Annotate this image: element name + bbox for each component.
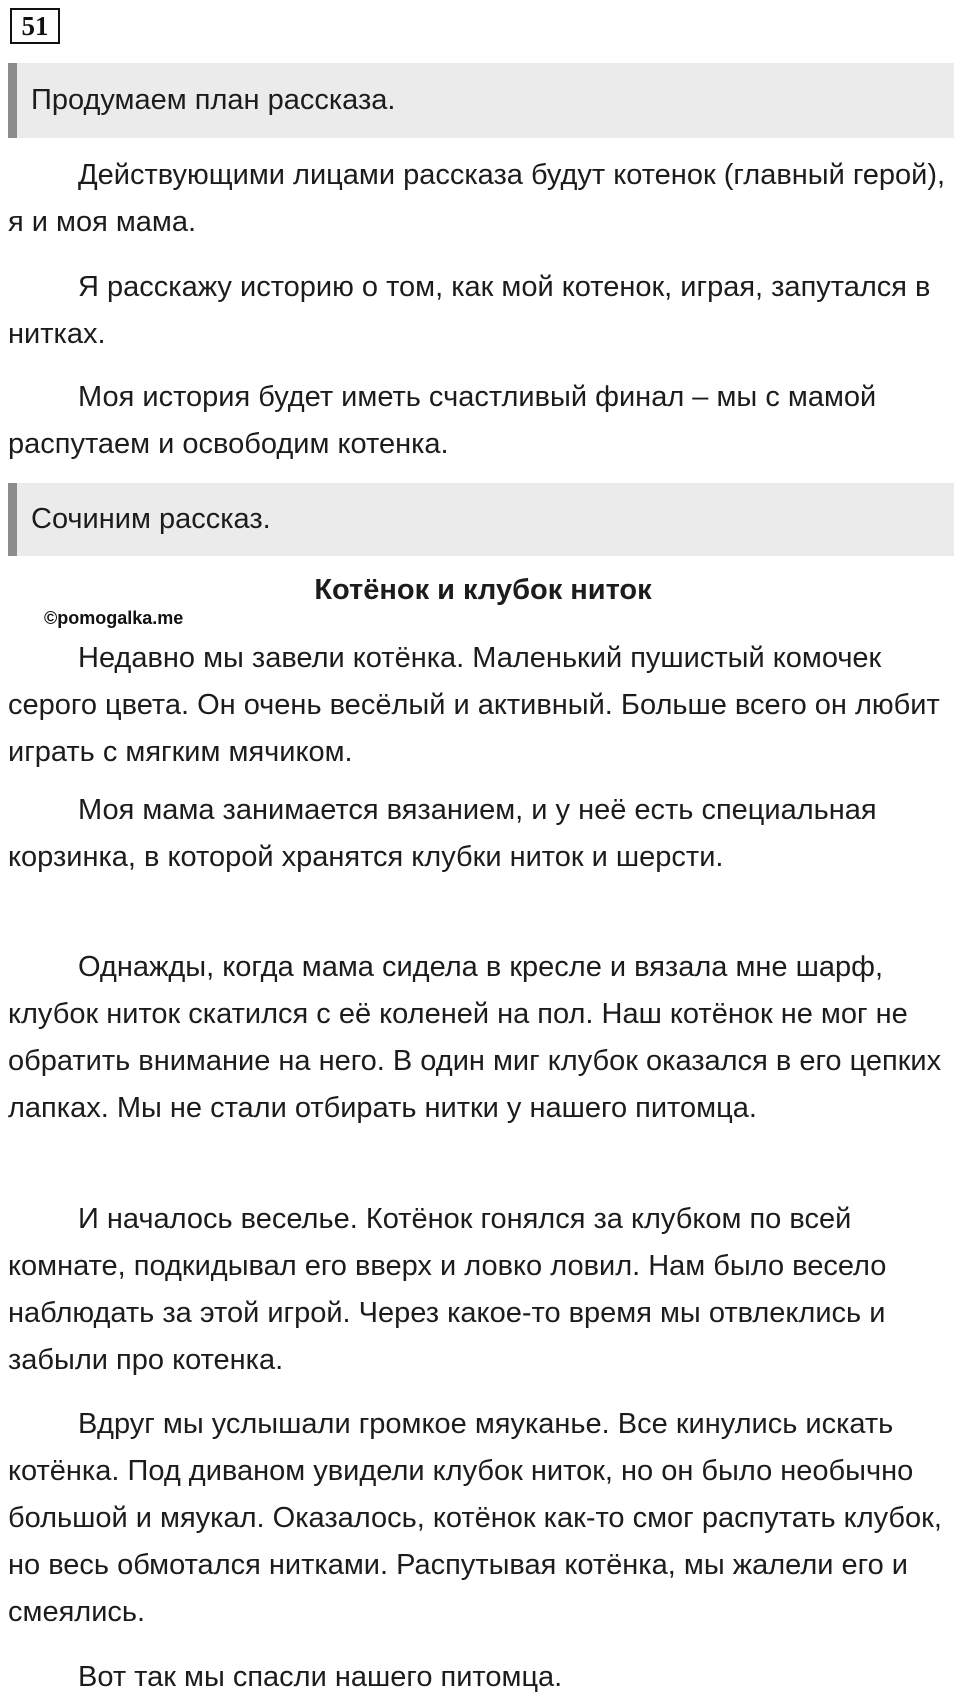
task-number-badge: 51 [10,8,60,44]
story-paragraph: Вдруг мы услышали громкое мяуканье. Все кинулись искать котёнка. Под диваном увидели клубок ниток, но он было необычно большой и мяукал. Оказалось, котёнок как-то смог распутать клубок, но весь обмотался нитками. Распутывая котёнка, мы жалели его и смеялись. [8,1408,942,1628]
section-heading-compose [8,483,954,556]
plan-paragraph: Моя история будет иметь счастливый финал – мы с мамой распутаем и освободим котенка. [8,381,877,460]
story-title: Котёнок и клубок ниток [314,574,652,606]
story-paragraph: И началось веселье. Котёнок гонялся за клубком по всей комнате, подкидывал его вверх и ловко ловил. Нам было весело наблюдать за этой игрой. Через какое-то время мы отвлеклись и забыли про котенка. [8,1203,887,1376]
section-heading-text: Сочиним рассказ. [31,503,271,535]
plan-paragraph: Я расскажу историю о том, как мой котенок, играя, запутался в нитках. [8,271,931,350]
section-heading-text: Продумаем план рассказа. [31,84,396,116]
story-paragraph: Недавно мы завели котёнка. Маленький пушистый комочек серого цвета. Он очень весёлый и активный. Больше всего он любит играть с мягким мячиком. [8,642,940,768]
story-paragraph: Вот так мы спасли нашего питомца. [78,1661,563,1693]
section-heading-plan [8,63,954,138]
story-paragraph: Моя мама занимается вязанием, и у неё есть специальная корзинка, в которой хранятся клубки ниток и шерсти. [8,794,877,873]
plan-paragraph: Действующими лицами рассказа будут котенок (главный герой), я и моя мама. [8,159,946,238]
watermark: ©pomogalka.me [44,608,184,628]
story-paragraph: Однажды, когда мама сидела в кресле и вязала мне шарф, клубок ниток скатился с её коленей на пол. Наш котёнок не мог не обратить внимание на него. В один миг клубок оказался в его цепких лапках. Мы не стали отбирать нитки у нашего питомца. [8,951,942,1124]
